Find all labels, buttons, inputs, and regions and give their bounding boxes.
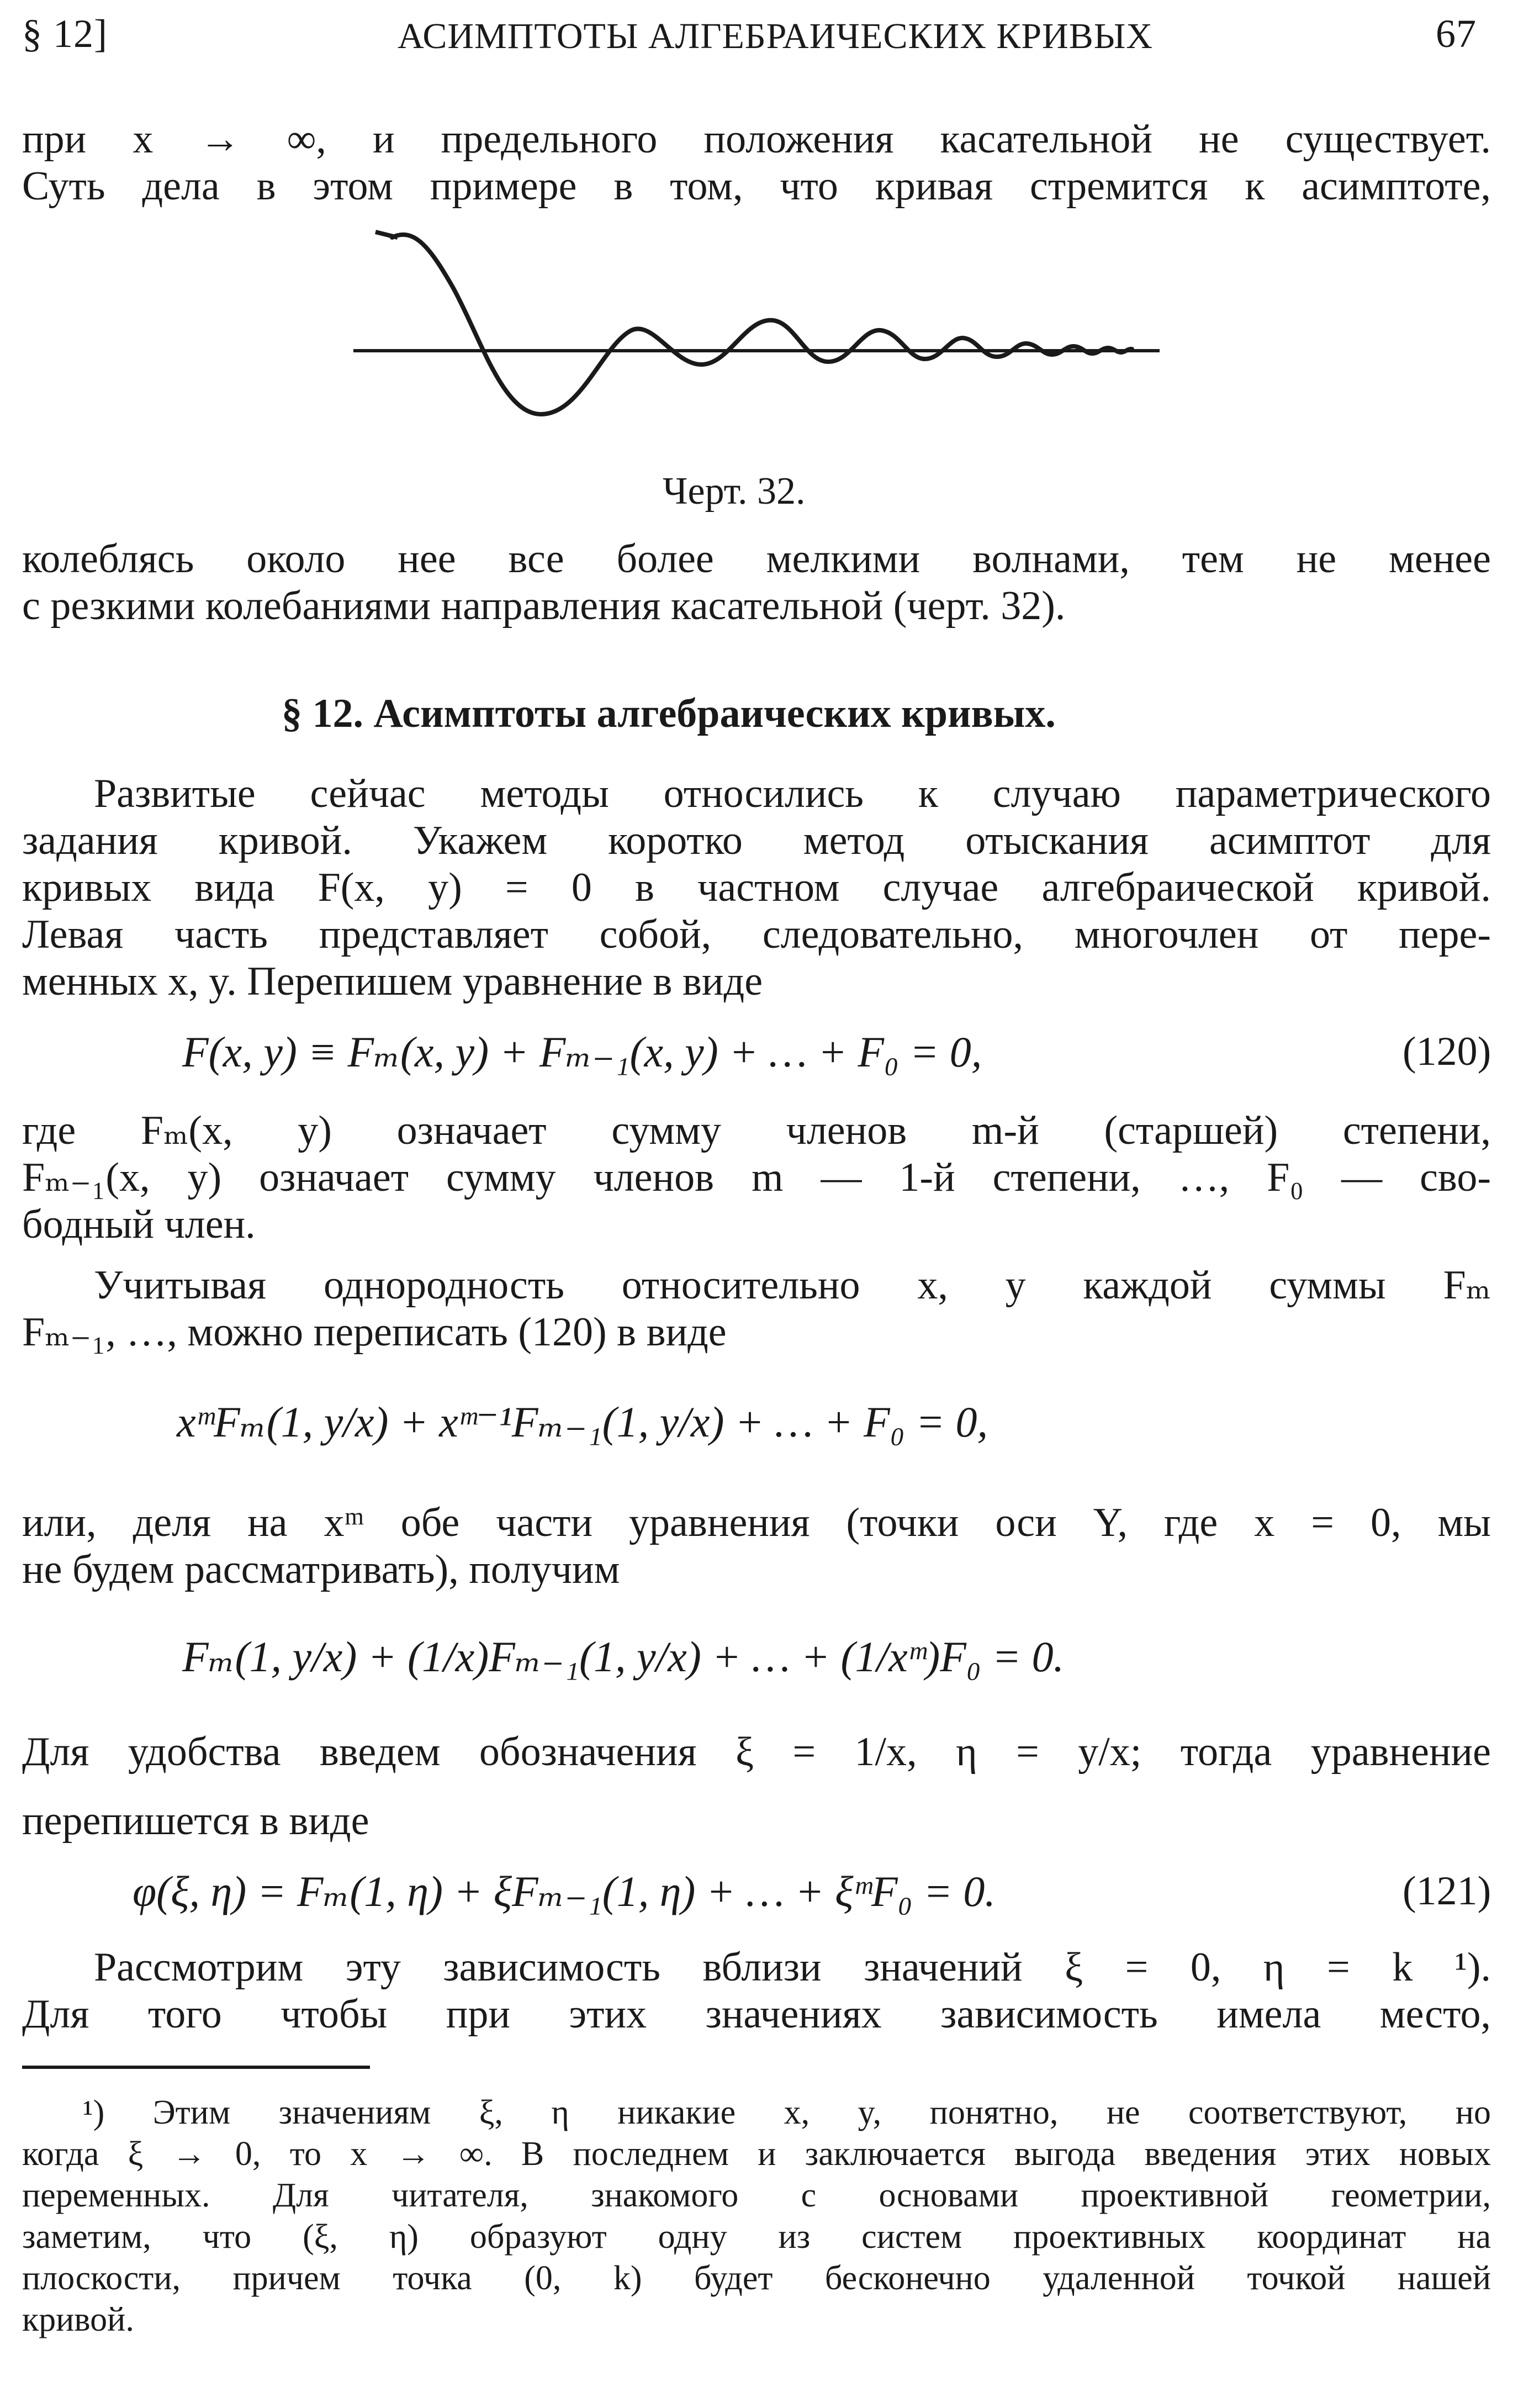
para3-line-1: Учитывая однородность относительно x, y каждой суммы Fₘ (94, 1263, 1491, 1308)
oscillating-curve (392, 235, 1132, 414)
para6-line-1: Рассмотрим эту зависимость вблизи значений ξ = 0, η = k ¹). (94, 1945, 1491, 1990)
para1-line-2: задания кривой. Укажем коротко метод отыскания асимптот для (22, 818, 1491, 863)
after-figure-line-2: с резкими колебаниями направления касательной (черт. 32). (22, 583, 1066, 629)
equation-120: F(x, y) ≡ Fₘ(x, y) + Fₘ₋₁(x, y) + … + F₀ = 0, (182, 1028, 982, 1076)
equation-121-number: (121) (1403, 1868, 1491, 1914)
para1-line-1: Развитые сейчас методы относились к случаю параметрического (94, 771, 1491, 816)
para4-line-1: или, деля на xᵐ обе части уравнения (точки оси Y, где x = 0, мы (22, 1500, 1491, 1545)
para4-line-2: не будем рассматривать), получим (22, 1547, 620, 1592)
equation-121: φ(ξ, η) = Fₘ(1, η) + ξFₘ₋₁(1, η) + … + ξᵐF₀ = 0. (133, 1867, 996, 1915)
equation-divided: Fₘ(1, y/x) + (1/x)Fₘ₋₁(1, y/x) + … + (1/xᵐ)F₀ = 0. (182, 1633, 1065, 1681)
intro-line-1: при x → ∞, и предельного положения касательной не существует. (22, 117, 1491, 162)
footnote-line-4: заметим, что (ξ, η) образуют одну из систем проективных координат на (22, 2218, 1491, 2256)
figure-damped-wave (342, 226, 1182, 436)
para2-line-3: бодный член. (22, 1202, 256, 1247)
header-page-number: 67 (1436, 12, 1477, 56)
para5-line-1: Для удобства введем обозначения ξ = 1/x, η = y/x; тогда уравнение (22, 1729, 1491, 1775)
para6-line-2: Для того чтобы при этих значениях зависимость имела место, (22, 1992, 1491, 2037)
para3-line-2: Fₘ₋₁, …, можно переписать (120) в виде (22, 1309, 727, 1355)
header-section-ref: § 12] (22, 12, 108, 56)
figure-caption: Черт. 32. (663, 470, 806, 513)
footnote-line-3: переменных. Для читателя, знакомого с основами проективной геометрии, (22, 2177, 1491, 2214)
after-figure-line-1: колеблясь около нее все более мелкими волнами, тем не менее (22, 536, 1491, 582)
footnote-line-2: когда ξ → 0, то x → ∞. В последнем и заключается выгода введения этих новых (22, 2135, 1491, 2173)
footnote-line-5: плоскости, причем точка (0, k) будет бесконечно удаленной точкой нашей (22, 2259, 1491, 2297)
para1-line-4: Левая часть представляет собой, следовательно, многочлен от пере- (22, 912, 1491, 957)
para1-line-3: кривых вида F(x, y) = 0 в частном случае алгебраической кривой. (22, 865, 1491, 910)
equation-120-number: (120) (1403, 1029, 1491, 1074)
para1-line-5: менных x, y. Перепишем уравнение в виде (22, 959, 763, 1004)
header-running-title: АСИМПТОТЫ АЛГЕБРАИЧЕСКИХ КРИВЫХ (398, 16, 1153, 56)
intro-line-2: Суть дела в этом примере в том, что кривая стремится к асимптоте, (22, 163, 1491, 209)
footnote-rule (22, 2066, 370, 2069)
footnote-line-1: ¹) Этим значениям ξ, η никакие x, y, понятно, не соответствуют, но (83, 2094, 1491, 2131)
para2-line-1: где Fₘ(x, y) означает сумму членов m-й (старшей) степени, (22, 1108, 1491, 1153)
footnote-line-6: кривой. (22, 2301, 134, 2338)
section-title: § 12. Асимптоты алгебраических кривых. (282, 691, 1056, 736)
para5-line-2: перепишется в виде (22, 1798, 369, 1844)
para2-line-2: Fₘ₋₁(x, y) означает сумму членов m — 1-й степени, …, F₀ — сво- (22, 1155, 1491, 1200)
equation-homogeneous: xᵐFₘ(1, y/x) + xᵐ⁻¹Fₘ₋₁(1, y/x) + … + F₀ = 0, (177, 1398, 988, 1446)
